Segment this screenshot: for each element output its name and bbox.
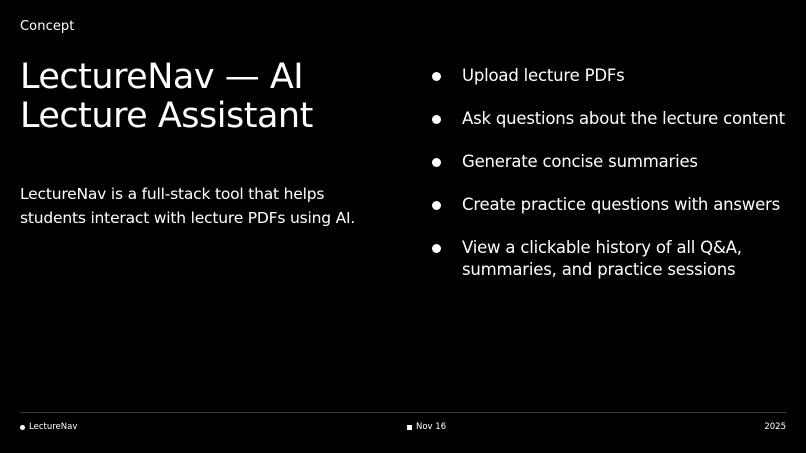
footer-date bbox=[407, 422, 446, 432]
bullet-dot-icon bbox=[432, 201, 441, 210]
bullet-dot-icon bbox=[432, 115, 441, 124]
slide-description: LectureNav is a full-stack tool that helps students interact with lecture PDFs using AI. bbox=[20, 185, 356, 227]
bullet-dot-icon bbox=[432, 158, 441, 167]
bullet-dot-icon bbox=[432, 72, 441, 81]
feature-text: Create practice questions with answers bbox=[462, 195, 781, 214]
section-label: Concept bbox=[20, 19, 75, 34]
slide-title-line-2: Lecture Assistant bbox=[20, 96, 313, 136]
footer-brand bbox=[20, 422, 77, 432]
footer-year: 2025 bbox=[764, 422, 786, 432]
slide-title bbox=[20, 58, 400, 136]
slide-footer bbox=[20, 422, 786, 436]
slide-title-line-1: LectureNav — AI bbox=[20, 57, 304, 97]
feature-list bbox=[430, 65, 790, 302]
feature-list-item bbox=[430, 237, 790, 281]
feature-text: Ask questions about the lecture content bbox=[462, 109, 785, 128]
dot-icon bbox=[20, 425, 25, 430]
feature-text: Upload lecture PDFs bbox=[462, 66, 625, 85]
feature-list-item bbox=[430, 151, 790, 173]
footer-brand-label: LectureNav bbox=[29, 422, 78, 432]
feature-list-item bbox=[430, 194, 790, 216]
bullet-dot-icon bbox=[432, 244, 441, 253]
footer-divider bbox=[20, 412, 786, 413]
feature-list-item bbox=[430, 65, 790, 87]
footer-date-label: Nov 16 bbox=[416, 422, 447, 432]
feature-text: Generate concise summaries bbox=[462, 152, 698, 171]
square-icon bbox=[407, 425, 412, 430]
feature-list-item bbox=[430, 108, 790, 130]
feature-text: View a clickable history of all Q&A, summaries, and practice sessions bbox=[462, 238, 742, 279]
